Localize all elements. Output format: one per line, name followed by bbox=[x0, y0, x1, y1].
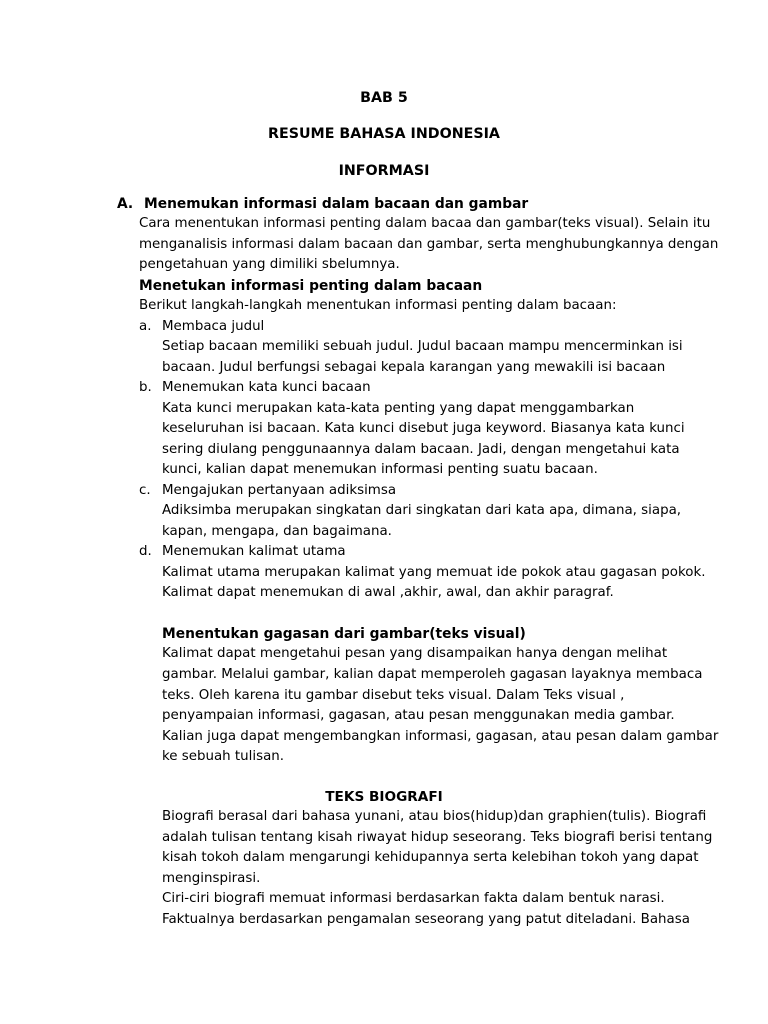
list-item-line: kunci, kalian dapat menemukan informasi penting suatu bacaan. bbox=[162, 462, 598, 477]
section-heading-biografi: TEKS BIOGRAFI bbox=[325, 789, 443, 805]
list-item-title: Membaca judul bbox=[162, 319, 265, 334]
list-item-title: Menemukan kata kunci bacaan bbox=[162, 380, 371, 395]
paragraph-line: teks. Oleh karena itu gambar disebut teks visual. Dalam Teks visual , bbox=[162, 688, 625, 703]
paragraph-line: Biografi berasal dari bahasa yunani, atau bios(hidup)dan graphien(tulis). Biografi bbox=[162, 809, 707, 824]
document-subtitle: INFORMASI bbox=[338, 163, 430, 179]
list-item-line: kapan, mengapa, dan bagaimana. bbox=[162, 524, 392, 539]
list-marker: b. bbox=[139, 380, 152, 395]
paragraph-line: Berikut langkah-langkah menentukan informasi penting dalam bacaan: bbox=[139, 298, 617, 313]
paragraph-line: adalah tulisan tentang kisah riwayat hidup seseorang. Teks biografi berisi tentang bbox=[162, 830, 713, 845]
document-title: RESUME BAHASA INDONESIA bbox=[268, 126, 500, 142]
list-item-line: bacaan. Judul berfungsi sebagai kepala karangan yang mewakili isi bacaan bbox=[162, 360, 666, 375]
sub-heading: Menetukan informasi penting dalam bacaan bbox=[139, 278, 483, 294]
paragraph-line: Kalian juga dapat mengembangkan informasi, gagasan, atau pesan dalam gambar bbox=[162, 729, 719, 744]
list-item-title: Menemukan kalimat utama bbox=[162, 544, 346, 559]
paragraph-line: ke sebuah tulisan. bbox=[162, 749, 285, 764]
list-item-line: Kata kunci merupakan kata-kata penting yang dapat menggambarkan bbox=[162, 401, 635, 416]
list-item-line: Setiap bacaan memiliki sebuah judul. Judul bacaan mampu mencerminkan isi bbox=[162, 339, 683, 354]
list-item-title: Mengajukan pertanyaan adiksimsa bbox=[162, 483, 397, 498]
list-item-line: Kalimat utama merupakan kalimat yang memuat ide pokok atau gagasan pokok. bbox=[162, 565, 706, 580]
paragraph-line: menganalisis informasi dalam bacaan dan gambar, serta menghubungkannya dengan bbox=[139, 237, 719, 252]
paragraph-line: Faktualnya berdasarkan pengamalan seseorang yang patut diteladani. Bahasa bbox=[162, 912, 690, 927]
list-marker: a. bbox=[139, 319, 152, 334]
paragraph-line: pengetahuan yang dimiliki sbelumnya. bbox=[139, 257, 400, 272]
section-a-heading: Menemukan informasi dalam bacaan dan gambar bbox=[144, 196, 529, 212]
section-a-letter: A. bbox=[117, 196, 134, 212]
list-marker: c. bbox=[139, 483, 151, 498]
paragraph-line: menginspirasi. bbox=[162, 871, 261, 886]
paragraph-line: penyampaian informasi, gagasan, atau pesan menggunakan media gambar. bbox=[162, 708, 675, 723]
paragraph-line: Cara menentukan informasi penting dalam bacaa dan gambar(teks visual). Selain itu bbox=[139, 216, 711, 231]
section-heading-gambar: Menentukan gagasan dari gambar(teks visual) bbox=[162, 626, 526, 642]
paragraph-line: Kalimat dapat mengetahui pesan yang disampaikan hanya dengan melihat bbox=[162, 646, 668, 661]
list-item-line: Adiksimba merupakan singkatan dari singkatan dari kata apa, dimana, siapa, bbox=[162, 503, 682, 518]
chapter-label: BAB 5 bbox=[360, 90, 408, 106]
paragraph-line: kisah tokoh dalam mengarungi kehidupannya serta kelebihan tokoh yang dapat bbox=[162, 850, 699, 865]
paragraph-line: Ciri-ciri biografi memuat informasi berdasarkan fakta dalam bentuk narasi. bbox=[162, 891, 665, 906]
list-item-line: sering diulang penggunaannya dalam bacaan. Jadi, dengan mengetahui kata bbox=[162, 442, 680, 457]
paragraph-line: gambar. Melalui gambar, kalian dapat memperoleh gagasan layaknya membaca bbox=[162, 667, 703, 682]
list-item-line: Kalimat dapat menemukan di awal ,akhir, awal, dan akhir paragraf. bbox=[162, 585, 614, 600]
list-item-line: keseluruhan isi bacaan. Kata kunci disebut juga keyword. Biasanya kata kunci bbox=[162, 421, 685, 436]
list-marker: d. bbox=[139, 544, 152, 559]
